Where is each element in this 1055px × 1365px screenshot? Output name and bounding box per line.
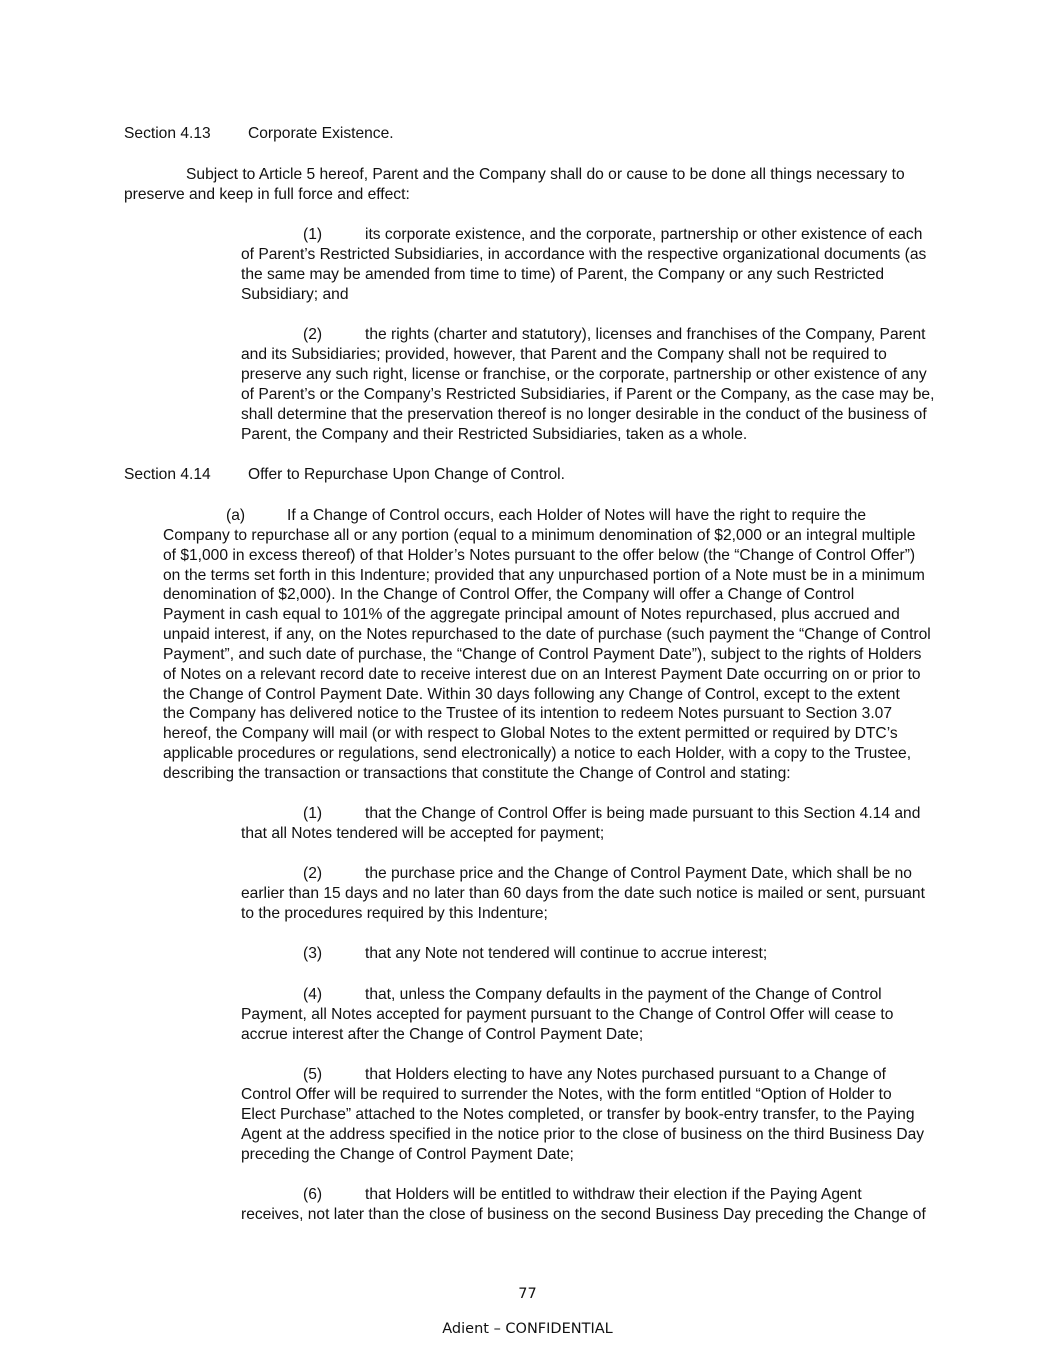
paragraph-line: Agent at the address specified in the notice prior to the close of business on the third Business Day	[241, 1126, 925, 1143]
paragraph-line: hereof, the Company will mail (or with respect to Global Notes to the extent permitted or required by DTC’s	[163, 725, 898, 742]
paragraph-line: unpaid interest, if any, on the Notes repurchased to the date of purchase (such payment the “Change of Control	[163, 626, 931, 643]
item-marker: (a)	[226, 507, 246, 524]
paragraph-line: Payment in cash equal to 101% of the aggregate principal amount of Notes repurchased, plus accrued and	[163, 606, 900, 623]
section-4-13-title: Corporate Existence.	[248, 125, 394, 142]
paragraph-line: Payment, all Notes accepted for payment pursuant to the Change of Control Offer will cease to	[241, 1006, 894, 1023]
paragraph-line: on the terms set forth in this Indenture; provided that any unpurchased portion of a Note must be in a minimum	[163, 567, 925, 584]
paragraph-line: accrue interest after the Change of Control Payment Date;	[241, 1026, 644, 1043]
confidential-footer: Adient – CONFIDENTIAL	[442, 1321, 613, 1337]
paragraph-line: Control Offer will be required to surrender the Notes, with the form entitled “Option of Holder to	[241, 1086, 892, 1103]
paragraph-line: receives, not later than the close of business on the second Business Day preceding the Change of	[241, 1206, 926, 1223]
section-4-14-title: Offer to Repurchase Upon Change of Control.	[248, 466, 565, 483]
paragraph-line: and its Subsidiaries; provided, however, that Parent and the Company shall not be required to	[241, 346, 887, 363]
paragraph-line: that Holders will be entitled to withdraw their election if the Paying Agent	[365, 1186, 862, 1203]
paragraph-line: the Company has delivered notice to the Trustee of its intention to redeem Notes pursuant to Section 3.07	[163, 705, 893, 722]
paragraph-line: Company to repurchase all or any portion (equal to a minimum denomination of $2,000 or an integral multiple	[163, 527, 916, 544]
paragraph-line: that the Change of Control Offer is being made pursuant to this Section 4.14 and	[365, 805, 921, 822]
paragraph-line: the purchase price and the Change of Control Payment Date, which shall be no	[365, 865, 912, 882]
paragraph-line: Elect Purchase” attached to the Notes completed, or transfer by book-entry transfer, to the Paying	[241, 1106, 915, 1123]
paragraph-line: denomination of $2,000). In the Change of Control Offer, the Company will offer a Change of Control	[163, 586, 855, 603]
paragraph-line: to the procedures required by this Indenture;	[241, 905, 548, 922]
paragraph-line: that Holders electing to have any Notes purchased pursuant to a Change of	[365, 1066, 886, 1083]
item-marker: (3)	[303, 945, 323, 962]
paragraph-line: of Parent’s Restricted Subsidiaries, in accordance with the respective organizational documents (as	[241, 246, 927, 263]
paragraph-line: preserve and keep in full force and effect:	[124, 186, 410, 203]
paragraph-line: that any Note not tendered will continue to accrue interest;	[365, 945, 768, 962]
paragraph-line: its corporate existence, and the corporate, partnership or other existence of each	[365, 226, 923, 243]
item-marker: (2)	[303, 865, 323, 882]
paragraph-line: Subject to Article 5 hereof, Parent and the Company shall do or cause to be done all things necessary to	[186, 166, 905, 183]
page-number: 77	[518, 1286, 537, 1302]
paragraph-line: If a Change of Control occurs, each Holder of Notes will have the right to require the	[287, 507, 867, 524]
item-marker: (6)	[303, 1186, 323, 1203]
paragraph-line: shall determine that the preservation thereof is no longer desirable in the conduct of the business of	[241, 406, 927, 423]
paragraph-line: the rights (charter and statutory), licenses and franchises of the Company, Parent	[365, 326, 926, 343]
paragraph-line: preceding the Change of Control Payment Date;	[241, 1146, 574, 1163]
paragraph-line: describing the transaction or transactions that constitute the Change of Control and stating:	[163, 765, 791, 782]
paragraph-line: preserve any such right, license or franchise, or the corporate, partnership or other existence of any	[241, 366, 927, 383]
paragraph-line: Payment”, and such date of purchase, the “Change of Control Payment Date”), subject to the rights of Holders	[163, 646, 922, 663]
item-marker: (1)	[303, 226, 323, 243]
paragraph-line: that all Notes tendered will be accepted for payment;	[241, 825, 605, 842]
paragraph-line: of Parent’s or the Company’s Restricted Subsidiaries, if Parent or the Company, as the case may be,	[241, 386, 935, 403]
item-marker: (1)	[303, 805, 323, 822]
paragraph-line: earlier than 15 days and no later than 60 days from the date such notice is mailed or sent, pursuant	[241, 885, 925, 902]
paragraph-line: Parent, the Company and their Restricted Subsidiaries, taken as a whole.	[241, 426, 748, 443]
paragraph-line: Subsidiary; and	[241, 286, 349, 303]
paragraph-line: of Notes on a relevant record date to receive interest due on an Interest Payment Date occurring on or prior to	[163, 666, 921, 683]
paragraph-line: the same may be amended from time to time) of Parent, the Company or any such Restricted	[241, 266, 885, 283]
item-marker: (5)	[303, 1066, 323, 1083]
paragraph-line: applicable procedures or regulations, send electronically) a notice to each Holder, with a copy to the Trustee,	[163, 745, 912, 762]
section-4-14-number: Section 4.14	[124, 466, 211, 483]
item-marker: (2)	[303, 326, 323, 343]
paragraph-line: that, unless the Company defaults in the payment of the Change of Control	[365, 986, 882, 1003]
paragraph-line: of $1,000 in excess thereof) of that Holder’s Notes pursuant to the offer below (the “Change of Control Offer”)	[163, 547, 916, 564]
paragraph-line: the Change of Control Payment Date. Within 30 days following any Change of Control, except to the extent	[163, 686, 900, 703]
section-4-13-number: Section 4.13	[124, 125, 211, 142]
item-marker: (4)	[303, 986, 323, 1003]
